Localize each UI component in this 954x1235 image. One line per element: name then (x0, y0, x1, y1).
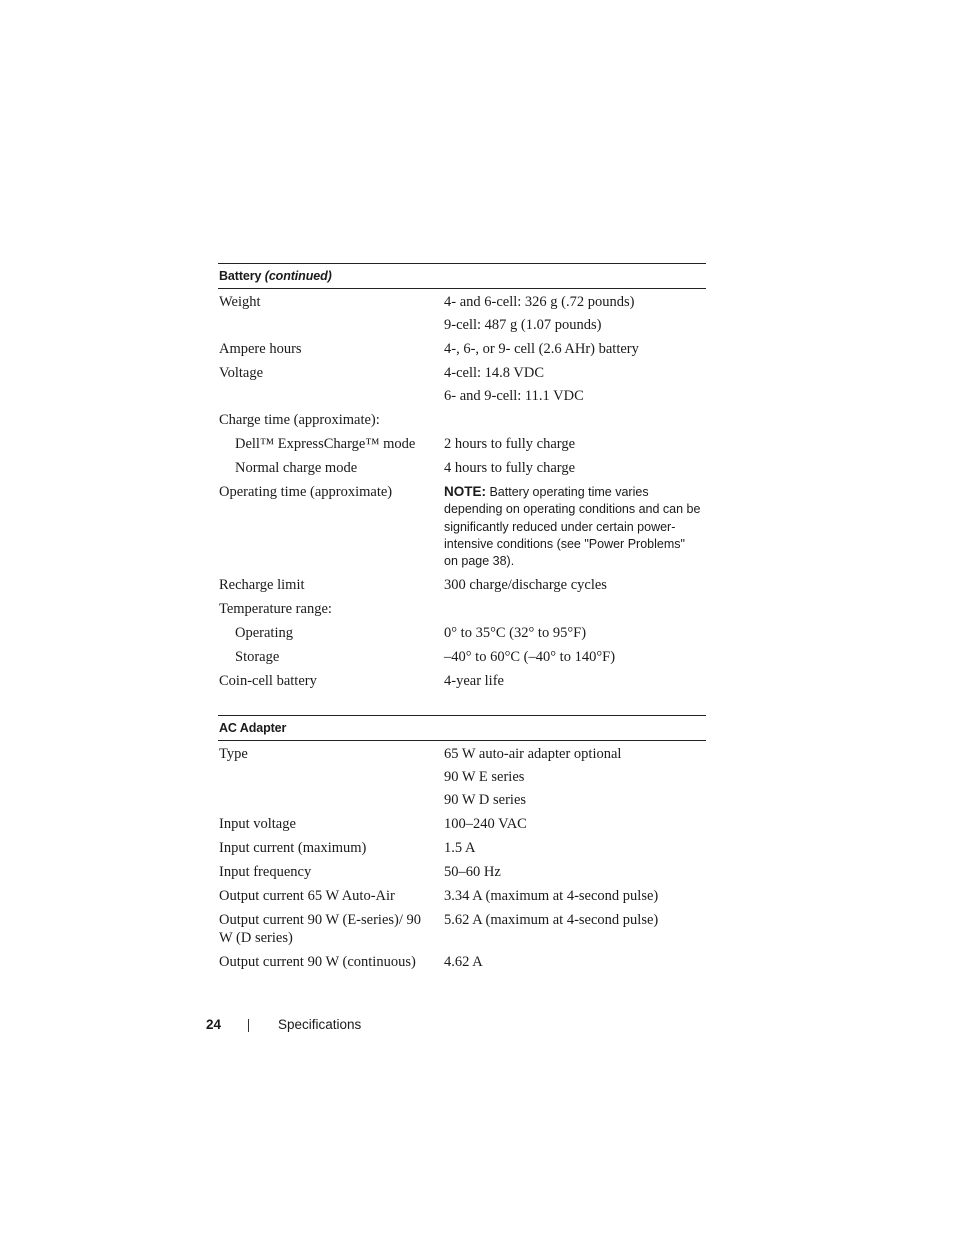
battery-spec-table (218, 263, 706, 693)
spec-value (444, 908, 706, 950)
spec-row-recharge-limit (218, 573, 706, 597)
page-footer (206, 1015, 506, 1035)
spec-value-line: 90 W E series (444, 769, 525, 785)
spec-row-input-current (218, 836, 706, 860)
spec-value-line: 1.5 A (444, 840, 476, 856)
spec-label: Recharge limit (219, 577, 305, 594)
spec-label: Operating time (approximate) (219, 484, 393, 500)
battery-section-header (218, 263, 706, 289)
spec-value (444, 742, 706, 812)
spec-row-voltage (218, 361, 706, 408)
spec-label: Temperature range: (219, 601, 332, 618)
ac-adapter-spec-table (218, 715, 706, 974)
spec-value (444, 645, 706, 669)
spec-value-line (444, 411, 706, 429)
spec-note (444, 480, 706, 573)
spec-row-operating-temp (218, 621, 706, 645)
spec-row-input-voltage (218, 812, 706, 836)
spec-value-line: 90 W D series (444, 792, 527, 808)
spec-row-weight (218, 290, 706, 337)
spec-label: Output current 90 W (continuous) (219, 954, 416, 970)
ac-adapter-section-title: AC Adapter (219, 721, 287, 735)
spec-value-line: 4.62 A (444, 954, 483, 970)
footer-section-title: Specifications (278, 1017, 362, 1032)
spec-value (444, 669, 706, 693)
spec-label: Type (219, 746, 248, 762)
spec-value-line: 9-cell: 487 g (1.07 pounds) (444, 317, 602, 333)
spec-value-line: 50–60 Hz (444, 864, 501, 880)
spec-value-line: 100–240 VAC (444, 816, 527, 832)
spec-row-expresscharge (218, 432, 706, 456)
spec-value (444, 408, 706, 432)
footer-divider (248, 1019, 249, 1032)
battery-section-title: Battery (219, 269, 262, 283)
spec-value-line: 4- and 6-cell: 326 g (.72 pounds) (444, 294, 635, 310)
spec-value (444, 597, 706, 621)
spec-value-line: 4-year life (444, 673, 504, 690)
spec-value (444, 573, 706, 597)
spec-label: Input current (maximum) (219, 840, 367, 856)
spec-label: Input frequency (219, 864, 312, 880)
spec-row-operating-time (218, 480, 706, 573)
spec-value (444, 456, 706, 480)
spec-label: Output current 65 W Auto-Air (219, 888, 395, 904)
spec-row-input-frequency (218, 860, 706, 884)
battery-continued-label: (continued) (264, 269, 332, 283)
spec-value-line: 4-cell: 14.8 VDC (444, 365, 545, 381)
spec-row-ampere-hours (218, 337, 706, 361)
spec-value-line: 2 hours to fully charge (444, 436, 576, 452)
spec-row-output-90w (218, 908, 706, 950)
spec-value-line: 3.34 A (maximum at 4-second pulse) (444, 888, 659, 904)
spec-value-line: 65 W auto-air adapter optional (444, 746, 622, 762)
spec-value-line (444, 600, 706, 618)
spec-label: Dell™ ExpressCharge™ mode (235, 436, 416, 452)
spec-row-type (218, 742, 706, 812)
spec-value (444, 884, 706, 908)
spec-label: Storage (235, 649, 280, 666)
spec-row-charge-time (218, 408, 706, 432)
spec-label: Voltage (219, 365, 264, 381)
spec-value-line: –40° to 60°C (–40° to 140°F) (444, 649, 616, 666)
spec-row-coin-cell (218, 669, 706, 693)
spec-value-line: 6- and 9-cell: 11.1 VDC (444, 388, 584, 404)
spec-label: Input voltage (219, 816, 296, 832)
spec-value-line: 5.62 A (maximum at 4-second pulse) (444, 912, 659, 928)
spec-value (444, 361, 706, 408)
spec-value (444, 860, 706, 884)
spec-value (444, 950, 706, 974)
spec-value-line: 4-, 6-, or 9- cell (2.6 AHr) battery (444, 341, 639, 357)
spec-value (444, 621, 706, 645)
spec-label: Operating (235, 625, 293, 642)
spec-label: Normal charge mode (235, 460, 358, 476)
page-number: 24 (206, 1017, 222, 1032)
spec-row-storage-temp (218, 645, 706, 669)
spec-row-normal-charge (218, 456, 706, 480)
spec-row-output-90w-continuous (218, 950, 706, 974)
note-label: NOTE: (444, 484, 486, 499)
spec-value-line: 4 hours to fully charge (444, 460, 576, 476)
spec-label: Coin-cell battery (219, 673, 317, 690)
spec-value-line: 300 charge/discharge cycles (444, 577, 607, 594)
spec-label: Weight (219, 294, 261, 310)
spec-label: Output current 90 W (E-series)/ 90 W (D series) (219, 912, 422, 946)
spec-value (444, 812, 706, 836)
ac-adapter-section-header (218, 715, 706, 741)
spec-value (444, 290, 706, 337)
spec-value (444, 432, 706, 456)
spec-value (444, 337, 706, 361)
spec-value (444, 836, 706, 860)
spec-row-temperature-range (218, 597, 706, 621)
spec-label: Charge time (approximate): (219, 412, 380, 428)
spec-label: Ampere hours (219, 341, 302, 357)
spec-row-output-65w (218, 884, 706, 908)
spec-value-line: 0° to 35°C (32° to 95°F) (444, 625, 587, 642)
note-text: Battery operating time varies depending on operating conditions and can be significantly reduced under certain power-intensive conditions (see "Power Problems" on page 38). (444, 485, 701, 569)
